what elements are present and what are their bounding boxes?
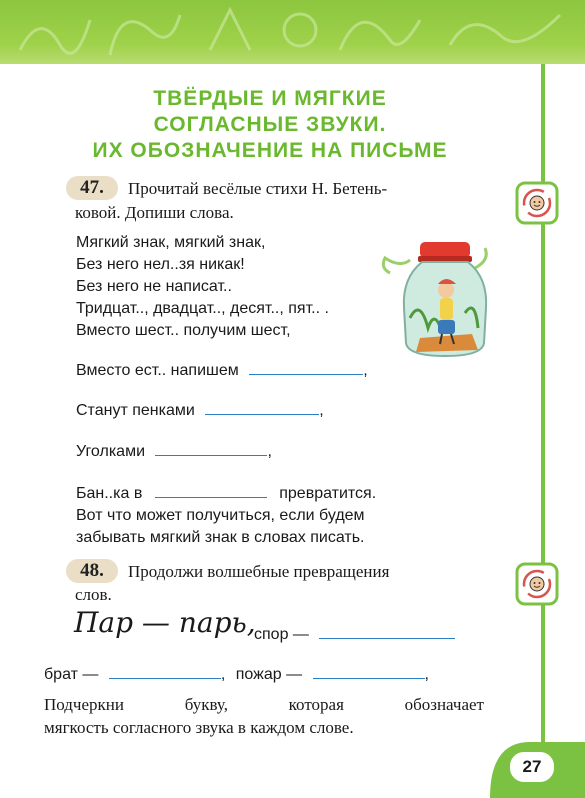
page-number: 27 xyxy=(508,750,556,784)
line-bank-end: превратится. xyxy=(279,485,377,502)
closing-line-1: Вот что может получиться, если будем xyxy=(76,507,365,524)
closing-line-2: забывать мягкий знак в словах писать. xyxy=(76,529,365,546)
poem-line-2: Без него нел..зя никак! xyxy=(76,256,245,273)
word-spor: спор — xyxy=(254,626,309,643)
line-penki xyxy=(76,401,324,421)
right-margin-line xyxy=(541,64,545,764)
poem-line-5: Вместо шест.. получим шест, xyxy=(76,322,291,339)
poem-line-3: Без него не написат.. xyxy=(76,278,232,295)
cycle-face-icon xyxy=(515,562,559,606)
blank-spor[interactable] xyxy=(319,637,455,639)
blank-est[interactable] xyxy=(249,373,363,375)
line-penki-text: Станут пенками xyxy=(76,402,195,419)
exercise-47-number: 47. xyxy=(66,176,118,200)
line-est xyxy=(76,361,368,381)
page-title xyxy=(40,86,500,164)
title-line-3: ИХ ОБОЗНАЧЕНИЕ НА ПИСЬМЕ xyxy=(92,139,448,162)
jar-illustration xyxy=(380,238,490,358)
cursive-example: Пар — парь, xyxy=(74,606,256,639)
comma-pozhar: , xyxy=(424,666,429,683)
comma-brat: , xyxy=(220,666,226,683)
ex47-task-line2: ковой. Допиши слова. xyxy=(75,203,234,222)
line-bank-text: Бан..ка в xyxy=(76,485,143,502)
top-decorative-band xyxy=(0,0,585,64)
ex47-task-line1: Прочитай весёлые стихи Н. Бетень- xyxy=(128,179,388,198)
blank-bank[interactable] xyxy=(155,496,267,498)
line-est-comma: , xyxy=(363,362,368,379)
exercise-48-number: 48. xyxy=(66,559,118,583)
line-ugol xyxy=(76,442,272,462)
title-line-1: ТВЁРДЫЕ И МЯГКИЕ xyxy=(153,87,387,110)
decorative-letters xyxy=(0,0,585,64)
blank-penki[interactable] xyxy=(205,413,319,415)
ex48-task-line1: Продолжи волшебные превращения xyxy=(128,562,390,581)
cycle-face-icon xyxy=(515,181,559,225)
line-penki-comma: , xyxy=(319,402,324,419)
poem-line-1: Мягкий знак, мягкий знак, xyxy=(76,234,266,251)
line-est-text: Вместо ест.. напишем xyxy=(76,362,239,379)
word-pozhar: пожар — xyxy=(235,666,303,683)
blank-brat[interactable] xyxy=(109,677,221,679)
ex48-instr-line2: мягкость согласного звука в каждом слове. xyxy=(44,718,354,737)
line-brat-pozhar xyxy=(44,665,429,685)
line-spor xyxy=(254,625,455,645)
poem-line-4: Тридцат.., двадцат.., десят.., пят.. . xyxy=(76,300,329,317)
ex48-task-line2: слов. xyxy=(75,585,112,604)
line-bank xyxy=(76,484,376,504)
blank-ugol[interactable] xyxy=(155,454,267,456)
blank-pozhar[interactable] xyxy=(313,677,425,679)
title-line-2: СОГЛАСНЫЕ ЗВУКИ. xyxy=(153,113,387,136)
line-ugol-comma: , xyxy=(267,443,272,460)
word-brat: брат — xyxy=(44,666,99,683)
line-ugol-text: Уголками xyxy=(76,443,145,460)
ex48-instr-line1: Подчеркни букву, которая обозначает xyxy=(44,695,484,714)
